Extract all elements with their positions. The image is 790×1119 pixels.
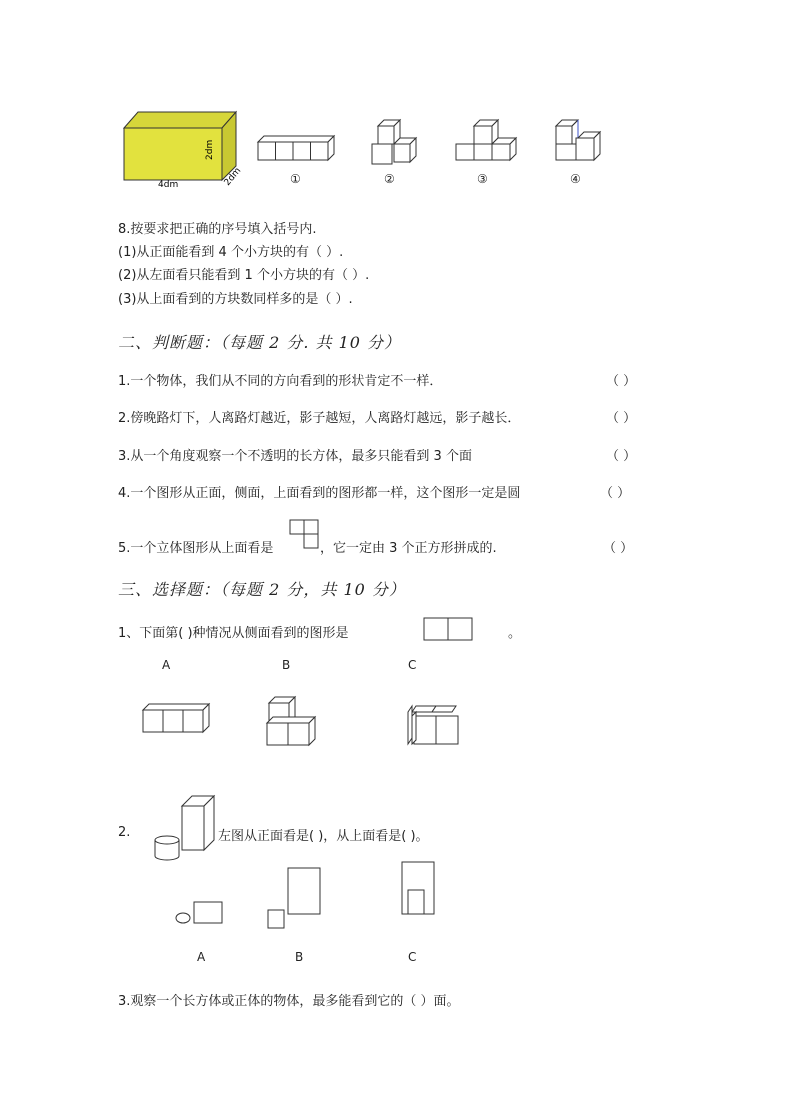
judge-item-4: 4.一个图形从正面，侧面，上面看到的图形都一样，这个图形一定是圆 [118, 486, 521, 501]
q8-item-3: (3)从上面看到的方块数同样多的是（ ）. [118, 292, 353, 307]
cube-figure-4 [556, 120, 608, 164]
q8-item-1: (1)从正面能看到 4 个小方块的有（ ）. [118, 245, 344, 260]
choice-q1-text: 1、下面第( )种情况从侧面看到的图形是 [118, 626, 349, 641]
q2-option-b-label[interactable]: B [295, 950, 304, 964]
q2-option-a-figure [174, 900, 224, 926]
top-view-grid-icon [290, 520, 320, 550]
q2-option-b-figure [268, 868, 324, 930]
choice-q1-end: 。 [508, 626, 522, 641]
q1-option-b-label[interactable]: B [282, 658, 291, 672]
cuboid-length-label: 4dm [158, 180, 179, 190]
judge-item-3-paren[interactable]: （ ） [606, 449, 637, 464]
judge-item-4-paren[interactable]: （ ） [600, 486, 631, 501]
figure-4-label: ④ [570, 172, 581, 186]
cuboid-depth-label: 2dm [222, 166, 244, 188]
q8-title: 8.按要求把正确的序号填入括号内. [118, 222, 317, 237]
q2-option-a-label[interactable]: A [197, 950, 206, 964]
q1-option-c-label[interactable]: C [408, 658, 417, 672]
q8-item-2: (2)从左面看只能看到 1 个小方块的有（ ）. [118, 268, 370, 283]
figure-3-label: ③ [477, 172, 488, 186]
cuboid-figure [118, 108, 248, 188]
section-3-title: 三、选择题：（每题 2 分，共 10 分） [118, 580, 406, 599]
figure-2-label: ② [384, 172, 395, 186]
q1-option-a-label[interactable]: A [162, 658, 171, 672]
q2-option-c-label[interactable]: C [408, 950, 417, 964]
judge-item-1-paren[interactable]: （ ） [606, 374, 637, 389]
cube-figure-2 [370, 120, 420, 168]
cube-figure-3 [456, 120, 520, 164]
cube-figure-1 [258, 136, 338, 166]
judge-item-2: 2.傍晚路灯下，人离路灯越近，影子越短，人离路灯越远，影子越长． [118, 411, 521, 426]
judge-item-5b: ，它一定由 3 个正方形拼成的. [320, 541, 497, 556]
q1-option-c-figure [408, 706, 464, 748]
q2-option-c-figure [402, 860, 438, 916]
judge-item-5a: 5.一个立体图形从上面看是 [118, 541, 274, 556]
q2-cylinder-figure [155, 834, 181, 864]
q1-option-b-figure [267, 697, 319, 747]
judge-item-5-paren[interactable]: （ ） [603, 541, 634, 556]
side-view-icon [424, 618, 476, 642]
choice-q3-text: 3.观察一个长方体或正体的物体，最多能看到它的（ ）面。 [118, 994, 460, 1009]
q2-prism-figure [180, 796, 216, 852]
judge-item-3: 3.从一个角度观察一个不透明的长方体，最多只能看到 3 个面 [118, 449, 472, 464]
q1-option-a-figure [143, 704, 213, 736]
section-2-title: 二、判断题：（每题 2 分. 共 10 分） [118, 333, 402, 352]
figure-1-label: ① [290, 172, 301, 186]
judge-item-1: 1.一个物体，我们从不同的方向看到的形状肯定不一样． [118, 374, 443, 389]
judge-item-2-paren[interactable]: （ ） [606, 411, 637, 426]
cuboid-height-label: 2dm [205, 139, 215, 160]
choice-q2-num: 2. [118, 825, 131, 840]
choice-q2-text: 左图从正面看是( )，从上面看是( )。 [218, 829, 429, 844]
